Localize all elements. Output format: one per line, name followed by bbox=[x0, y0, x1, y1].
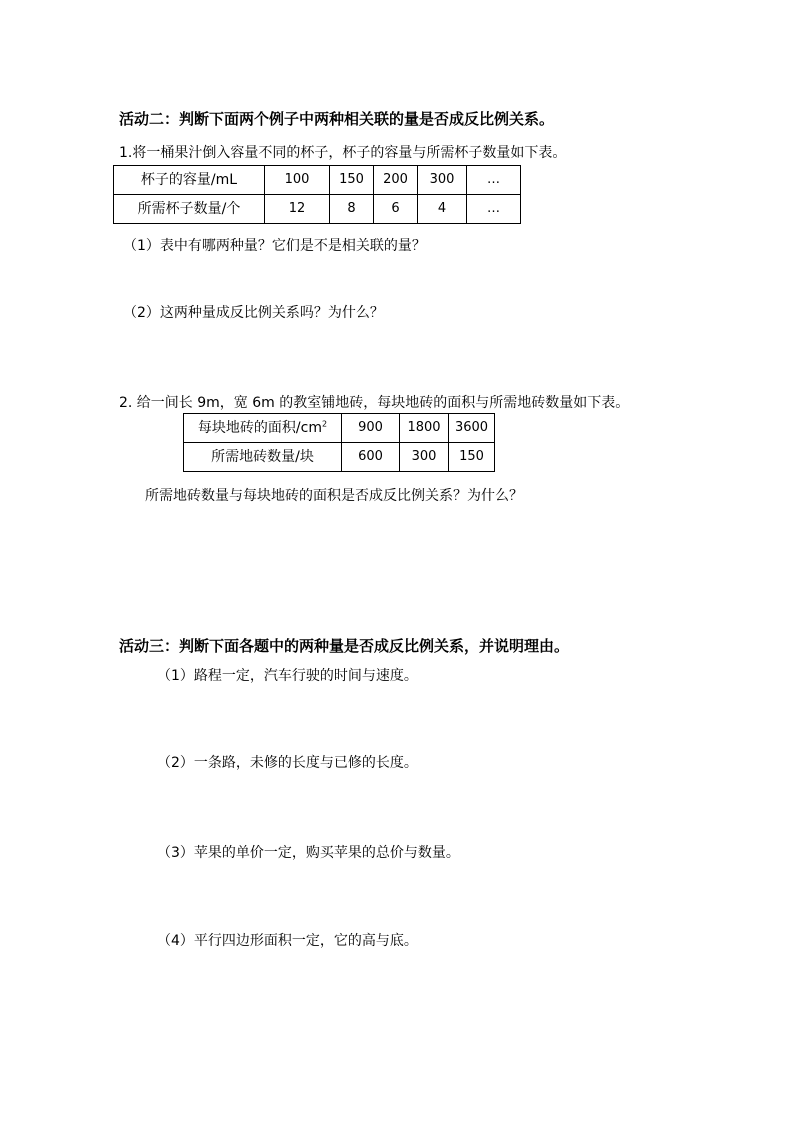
table-cell: 150 bbox=[330, 166, 374, 195]
row-label-text: 每块地砖的面积/cm bbox=[197, 420, 322, 436]
row-label bbox=[184, 414, 342, 443]
table-cell: 4 bbox=[418, 195, 467, 224]
question2-question: 所需地砖数量与每块地砖的面积是否成反比例关系？为什么？ bbox=[145, 488, 523, 504]
activity3-item-4: （4）平行四边形面积一定，它的高与底。 bbox=[157, 933, 418, 949]
activity3-item-2: （2）一条路，未修的长度与已修的长度。 bbox=[157, 755, 418, 771]
row-label: 所需地砖数量/块 bbox=[184, 443, 342, 472]
activity3-item-3: （3）苹果的单价一定，购买苹果的总价与数量。 bbox=[157, 845, 460, 861]
activity3-title: 活动三：判断下面各题中的两种量是否成反比例关系，并说明理由。 bbox=[119, 637, 570, 655]
table-row bbox=[184, 414, 495, 443]
table-cell: 8 bbox=[330, 195, 374, 224]
table-cell: 1800 bbox=[400, 414, 449, 443]
table-row bbox=[114, 195, 521, 224]
table-cell: 900 bbox=[342, 414, 400, 443]
table-cell: 200 bbox=[374, 166, 418, 195]
question1-sub2: （2）这两种量成反比例关系吗？为什么？ bbox=[123, 305, 384, 321]
table-cell: … bbox=[467, 195, 521, 224]
row-label: 所需杯子数量/个 bbox=[114, 195, 265, 224]
question1-sub1: （1）表中有哪两种量？它们是不是相关联的量？ bbox=[123, 238, 426, 254]
table-cell: 100 bbox=[265, 166, 330, 195]
table-cell: 600 bbox=[342, 443, 400, 472]
table-cell: 6 bbox=[374, 195, 418, 224]
table-cell: 150 bbox=[449, 443, 495, 472]
table-cell: 300 bbox=[418, 166, 467, 195]
row-label: 杯子的容量/mL bbox=[114, 166, 265, 195]
activity2-title: 活动二：判断下面两个例子中两种相关联的量是否成反比例关系。 bbox=[119, 110, 555, 128]
table-cell: 12 bbox=[265, 195, 330, 224]
activity3-item-1: （1）路程一定，汽车行驶的时间与速度。 bbox=[157, 668, 418, 684]
tile-table bbox=[183, 413, 495, 472]
question1-intro: 1.将一桶果汁倒入容量不同的杯子，杯子的容量与所需杯子数量如下表。 bbox=[119, 145, 567, 161]
question2-intro: 2. 给一间长 9m，宽 6m 的教室铺地砖，每块地砖的面积与所需地砖数量如下表。 bbox=[119, 395, 630, 411]
cup-table bbox=[113, 165, 521, 224]
unit-superscript: 2 bbox=[321, 419, 328, 429]
table-row bbox=[114, 166, 521, 195]
table-row bbox=[184, 443, 495, 472]
table-cell: 300 bbox=[400, 443, 449, 472]
table-cell: 3600 bbox=[449, 414, 495, 443]
table-cell: … bbox=[467, 166, 521, 195]
